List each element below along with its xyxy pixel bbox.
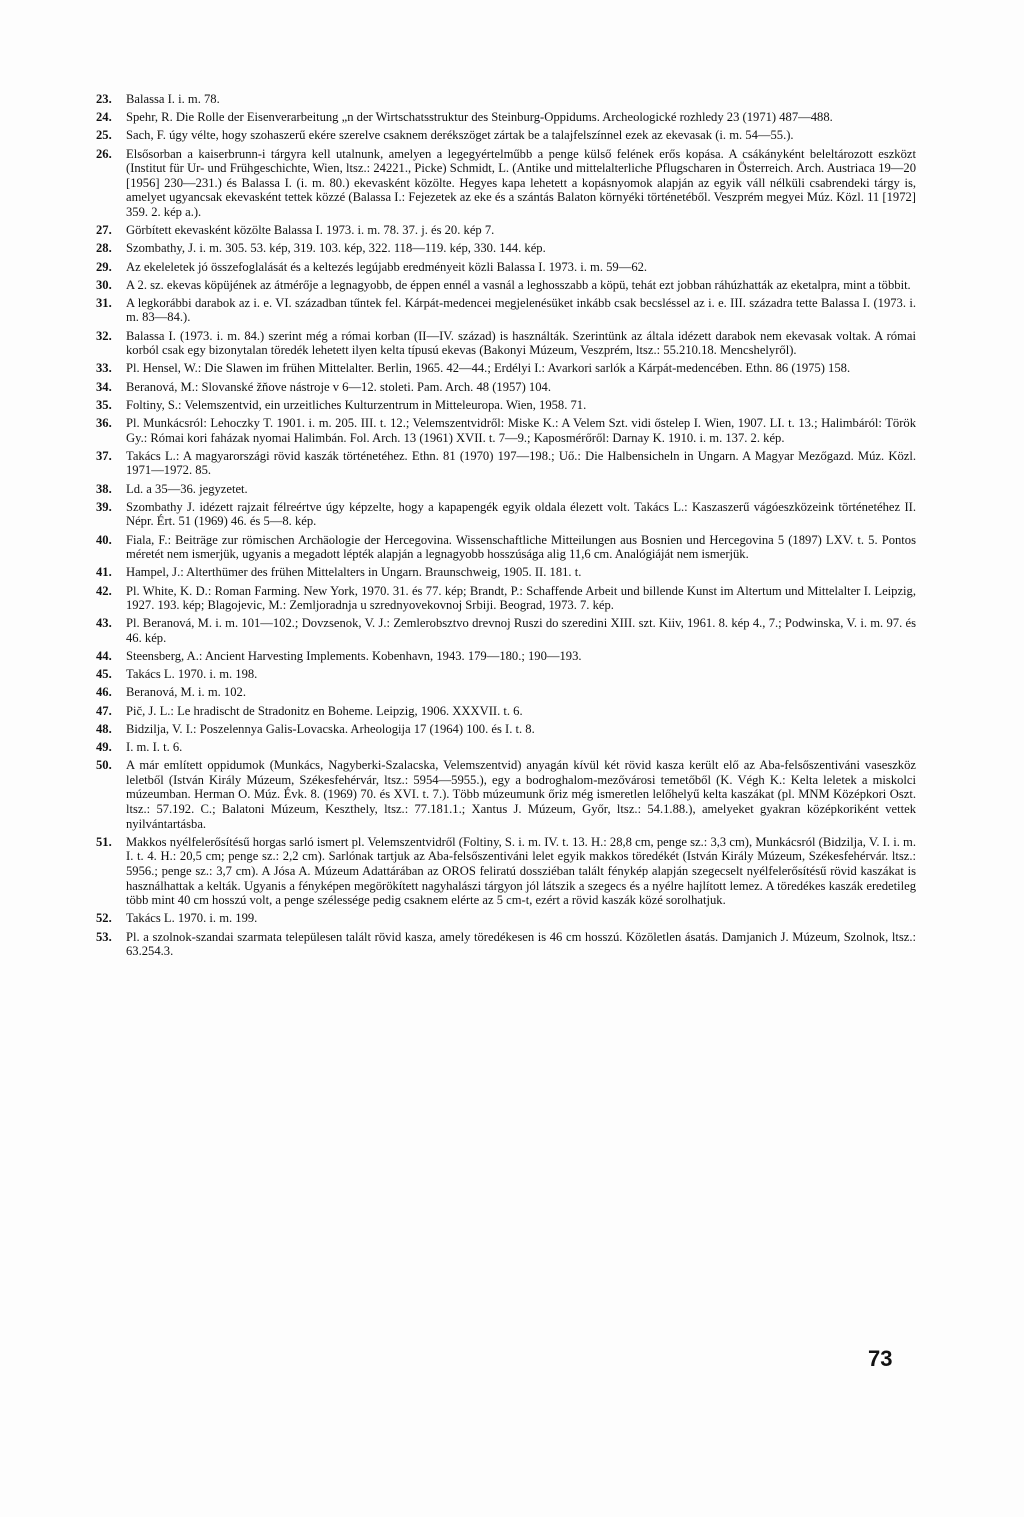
footnote-text: Beranová, M.: Slovanské žňove nástroje v 6—12. stoleti. Pam. Arch. 48 (1957) 104. (126, 379, 551, 394)
footnote-number: 24. (96, 110, 112, 125)
footnote (96, 565, 916, 580)
footnote (96, 260, 916, 275)
footnote (96, 110, 916, 125)
footnote-text: Balassa I. (1973. i. m. 84.) szerint még a római korban (II—IV. század) is használták. Szerintünk az általa idézett darabok nem ekevasak voltak. A római korból csak egy bizonytalan töredék lehetett ilyen kelta típusú ekevas (Bakonyi Múzeum, Veszprém, ltsz.: 55.210.18. Mencshelyről). (126, 328, 916, 358)
footnote (96, 223, 916, 238)
footnote (96, 584, 916, 613)
footnote-number: 43. (96, 616, 112, 631)
footnote-number: 25. (96, 128, 112, 143)
footnote (96, 278, 916, 293)
footnote-number: 45. (96, 667, 112, 682)
footnote (96, 398, 916, 413)
footnote-number: 28. (96, 241, 112, 256)
footnote-text: Pl. White, K. D.: Roman Farming. New York, 1970. 31. és 77. kép; Brandt, P.: Schaffende Arbeit und billende Kunst im Altertum und Mittelalter I. Leipzig, 1927. 193. kép; Blagojevic, M.: Zemljoradnja u szrednyovekovnoj Srbiji. Beograd, 1973. 7. kép. (126, 583, 916, 613)
footnote (96, 930, 916, 959)
footnote-number: 27. (96, 223, 112, 238)
footnote-text: Makkos nyélfelerősítésű horgas sarló ismert pl. Velemszentvidről (Foltiny, S. i. m. IV. t. 13. H.: 28,8 cm, penge sz.: 3,3 cm), Munkácsról (Bidzilja, V. I. i. m. I. t. 4. H.: 20,5 cm; penge sz.: 2,2 cm). Sarlónak tartjuk az Aba-felsőszentiváni lelet egyik makkos töredékét (István Király Múzeum, Székesfehérvár. ltsz.: 5956.; penge sz.: 3,7 cm). A Jósa A. Múzeum Adattárában az OROS feliratú dossziéban talált fénykép alapján szegecselt nyélfelerősítésű rövid kaszákat is használhattak a kelták. Ugyanis a fényképen megörökített nagyhalászi tárgyon jól látszik a szegecs és a nyélre hajlított lemez. A töredékes kaszák eredetileg több mint 40 cm hosszú volt, a penge szélessége pedig csaknem elérte az 5 cm-t, ezért a rövid kaszák közé sorolhatjuk. (126, 834, 916, 908)
footnote-number: 53. (96, 929, 112, 944)
footnote (96, 449, 916, 478)
footnote-text: Beranová, M. i. m. 102. (126, 685, 246, 700)
footnote-number: 38. (96, 481, 112, 496)
footnote-number: 44. (96, 649, 112, 664)
footnote-text: Balassa I. i. m. 78. (126, 92, 220, 106)
footnote (96, 649, 916, 664)
footnote-text: Az ekeleletek jó összefoglalását és a keltezés legújabb eredményeit közli Balassa I. 1973. i. m. 59—62. (126, 259, 648, 274)
footnote-number: 39. (96, 499, 112, 514)
footnote (96, 128, 916, 143)
footnote-number: 37. (96, 448, 112, 463)
footnote-text: Sach, F. úgy vélte, hogy szohaszerű ekére szerelve csaknem derékszöget zártak be a talajfelszínnel ezek az ekevasak (i. m. 54—55.). (126, 128, 794, 143)
footnote (96, 296, 916, 325)
footnote-text: Takács L.: A magyarországi rövid kaszák történetéhez. Ethn. 81 (1970) 197—198.; Uő.: Die Halbensicheln in Ungarn. A Magyar Mezőgazd. Múz. Közl. 1971—1972. 85. (126, 448, 916, 478)
footnote-number: 52. (96, 911, 112, 926)
footnote-text: Takács L. 1970. i. m. 198. (126, 667, 258, 682)
footnote-list (96, 92, 916, 962)
footnote (96, 241, 916, 256)
footnote (96, 616, 916, 645)
footnote-text: A már említett oppidumok (Munkács, Nagyberki-Szalacska, Velemszentvid) anyagán kívül két rövid kasza került elő az Aba-felsőszentiváni vaseszköz leletből (István Király Múzeum, Székesfehérvár, ltsz.: 5954—5955.), egy a bodroghalom-mezővárosi temetőből (K. Végh K.: Kelta leletek a miskolci múzeumban. Herman O. Múz. Évk. 8. (1969) 70. és XVI. t. 7.). Több múzeumunk őriz még ismeretlen lelőhelyű kelta kaszákat (pl. MNM Középkori Oszt. ltsz.: 57.192. C.; Balatoni Múzeum, Keszthely, ltsz.: 77.181.1.; Xantus J. Múzeum, Győr, ltsz.: 54.1.88.), amelyeket gyakran középkoriként vettek nyilvántartásba. (126, 758, 916, 831)
footnote-text: A legkorábbi darabok az i. e. VI. században tűntek fel. Kárpát-medencei megjelenésüket inkább csak becsléssel az i. e. III. századra tette Balassa I. (1973. i. m. 83—84.). (126, 295, 916, 325)
footnote (96, 835, 916, 908)
footnote-text: Steensberg, A.: Ancient Harvesting Implements. Kobenhavn, 1943. 179—180.; 190—193. (126, 649, 582, 664)
footnote-number: 31. (96, 295, 112, 310)
footnote-text: Pl. Munkácsról: Lehoczky T. 1901. i. m. 205. III. t. 12.; Velemszentvidről: Miske K.: A Velem Szt. vidi őstelep I. Wien, 1907. LI. t. 13.; Halimbáról: Török Gy.: Római kori faházak nyomai Halimbán. Fol. Arch. 13 (1961) XVII. t. 7—9.; Kaposmérőről: Darnay K. 1910. i. m. 137. 2. kép. (126, 416, 916, 445)
footnote (96, 740, 916, 755)
footnote-number: 50. (96, 758, 112, 773)
footnote-text: I. m. I. t. 6. (126, 740, 183, 754)
footnote-number: 35. (96, 397, 112, 412)
footnote-number: 47. (96, 703, 112, 718)
footnote (96, 911, 916, 926)
footnote (96, 361, 916, 376)
footnote (96, 482, 916, 497)
footnote-number: 34. (96, 379, 112, 394)
footnote-number: 29. (96, 259, 112, 274)
footnote-text: Spehr, R. Die Rolle der Eisenverarbeitung „n der Wirtschatsstruktur des Steinburg-Oppidums. Archeologické rozhledy 23 (1971) 487—488. (126, 110, 833, 125)
footnote (96, 667, 916, 682)
footnote-number: 48. (96, 721, 112, 736)
footnote-text: Ld. a 35—36. jegyzetet. (126, 481, 248, 496)
footnote (96, 533, 916, 562)
footnote-number: 41. (96, 565, 112, 580)
footnote-number: 30. (96, 277, 112, 292)
footnote-text: Pl. a szolnok-szandai szarmata települesen talált rövid kasza, amely töredékesen is 46 cm hosszú. Közöletlen ásatás. Damjanich J. Múzeum, Szolnok, ltsz.: 63.254.3. (126, 929, 916, 959)
footnote-text: Szombathy J. idézett rajzait félreértve úgy képzelte, hogy a kapapengék egyik oldala élezett volt. Takács L.: Kaszaszerű vágóeszközeink történetéhez II. Népr. Ért. 51 (1969) 46. és 5—8. kép. (126, 499, 916, 529)
footnote-text: Bidzilja, V. I.: Poszelennya Galis-Lovacska. Arheologija 17 (1964) 100. és I. t. 8. (126, 721, 535, 736)
footnote-text: Hampel, J.: Alterthümer des frühen Mittelalters in Ungarn. Braunschweig, 1905. II. 181. t. (126, 565, 582, 580)
footnote (96, 92, 916, 107)
footnote-number: 26. (96, 146, 112, 161)
footnote-text: Görbített ekevasként közölte Balassa I. 1973. i. m. 78. 37. j. és 20. kép 7. (126, 223, 495, 238)
footnote-number: 51. (96, 834, 112, 849)
footnote (96, 722, 916, 737)
footnote-number: 46. (96, 685, 112, 700)
footnote-text: A 2. sz. ekevas köpüjének az átmérője a legnagyobb, de éppen ennél a vasnál a leghosszabb a köpü, tehát ezt jobban ráhúzhatták az eketalpra, mint a többit. (126, 277, 911, 292)
footnote (96, 500, 916, 529)
footnote-text: Foltiny, S.: Velemszentvid, ein urzeitliches Kulturzentrum in Mitteleuropa. Wien, 1958. 71. (126, 397, 587, 412)
footnote-text: Elsősorban a kaiserbrunn-i tárgyra kell utalnunk, amelyen a legegyértelműbb a penge külső felének erős kopása. A csákányként beleltározott eszközt (Institut für Ur- und Frühgeschichte, Wien, ltsz.: 24221., Picke) Schmidt, L. (Antike und mittelalterliche Pflugscharen in Österreich. Arch. Austriaca 19—20 [1956] 230—231.) és Balassa I. (i. m. 80.) ekevasként közölte. Hegyes kapa lehetett a kopásnyomok alapján az egyik váll nélküli csabrendeki tárgy is, amelyet ugyancsak ekevasként tettek közzé (Balassa I.: Fejezetek az eke és a szántás Balaton környéki történetéből. Veszprém megyei Múz. Közl. 11 [1972] 359. 2. kép a.). (126, 146, 916, 219)
footnote-text: Szombathy, J. i. m. 305. 53. kép, 319. 103. kép, 322. 118—119. kép, 330. 144. kép. (126, 241, 546, 256)
footnote-number: 49. (96, 740, 112, 754)
footnote (96, 685, 916, 700)
footnote-text: Fiala, F.: Beiträge zur römischen Archäologie der Hercegovina. Wissenschaftliche Mitteilungen aus Bosnien und Hercegovina 5 (1897) LXV. t. 5. Pontos méretét nem ismerjük, ugyanis a megadott lépték alapján a legnagyobb hosszúsága alig 11,6 cm. Analógiáját nem ismerjük. (126, 532, 916, 562)
footnote-text: Pl. Beranová, M. i. m. 101—102.; Dovzsenok, V. J.: Zemlerobsztvo drevnoj Ruszi do szeredini XIII. szt. Kiiv, 1961. 8. kép 4., 7.; Podwinska, V. i. m. 97. és 46. kép. (126, 616, 916, 645)
footnote (96, 329, 916, 358)
page-number: 73 (868, 1346, 893, 1371)
footnote (96, 147, 916, 220)
footnote-number: 40. (96, 532, 112, 547)
footnote (96, 380, 916, 395)
footnote-number: 36. (96, 416, 112, 430)
footnote (96, 416, 916, 445)
footnote-number: 32. (96, 328, 112, 343)
footnote-number: 23. (96, 92, 112, 106)
footnote (96, 704, 916, 719)
footnote-number: 42. (96, 583, 112, 598)
footnote-text: Takács L. 1970. i. m. 199. (126, 911, 258, 926)
footnote-text: Pl. Hensel, W.: Die Slawen im frühen Mittelalter. Berlin, 1965. 42—44.; Erdélyi I.: Avarkori sarlók a Kárpát-medencében. Ethn. 86 (1975) 158. (126, 361, 851, 376)
footnote (96, 758, 916, 831)
footnote-number: 33. (96, 361, 112, 376)
footnote-text: Pič, J. L.: Le hradischt de Stradonitz en Boheme. Leipzig, 1906. XXXVII. t. 6. (126, 703, 523, 718)
